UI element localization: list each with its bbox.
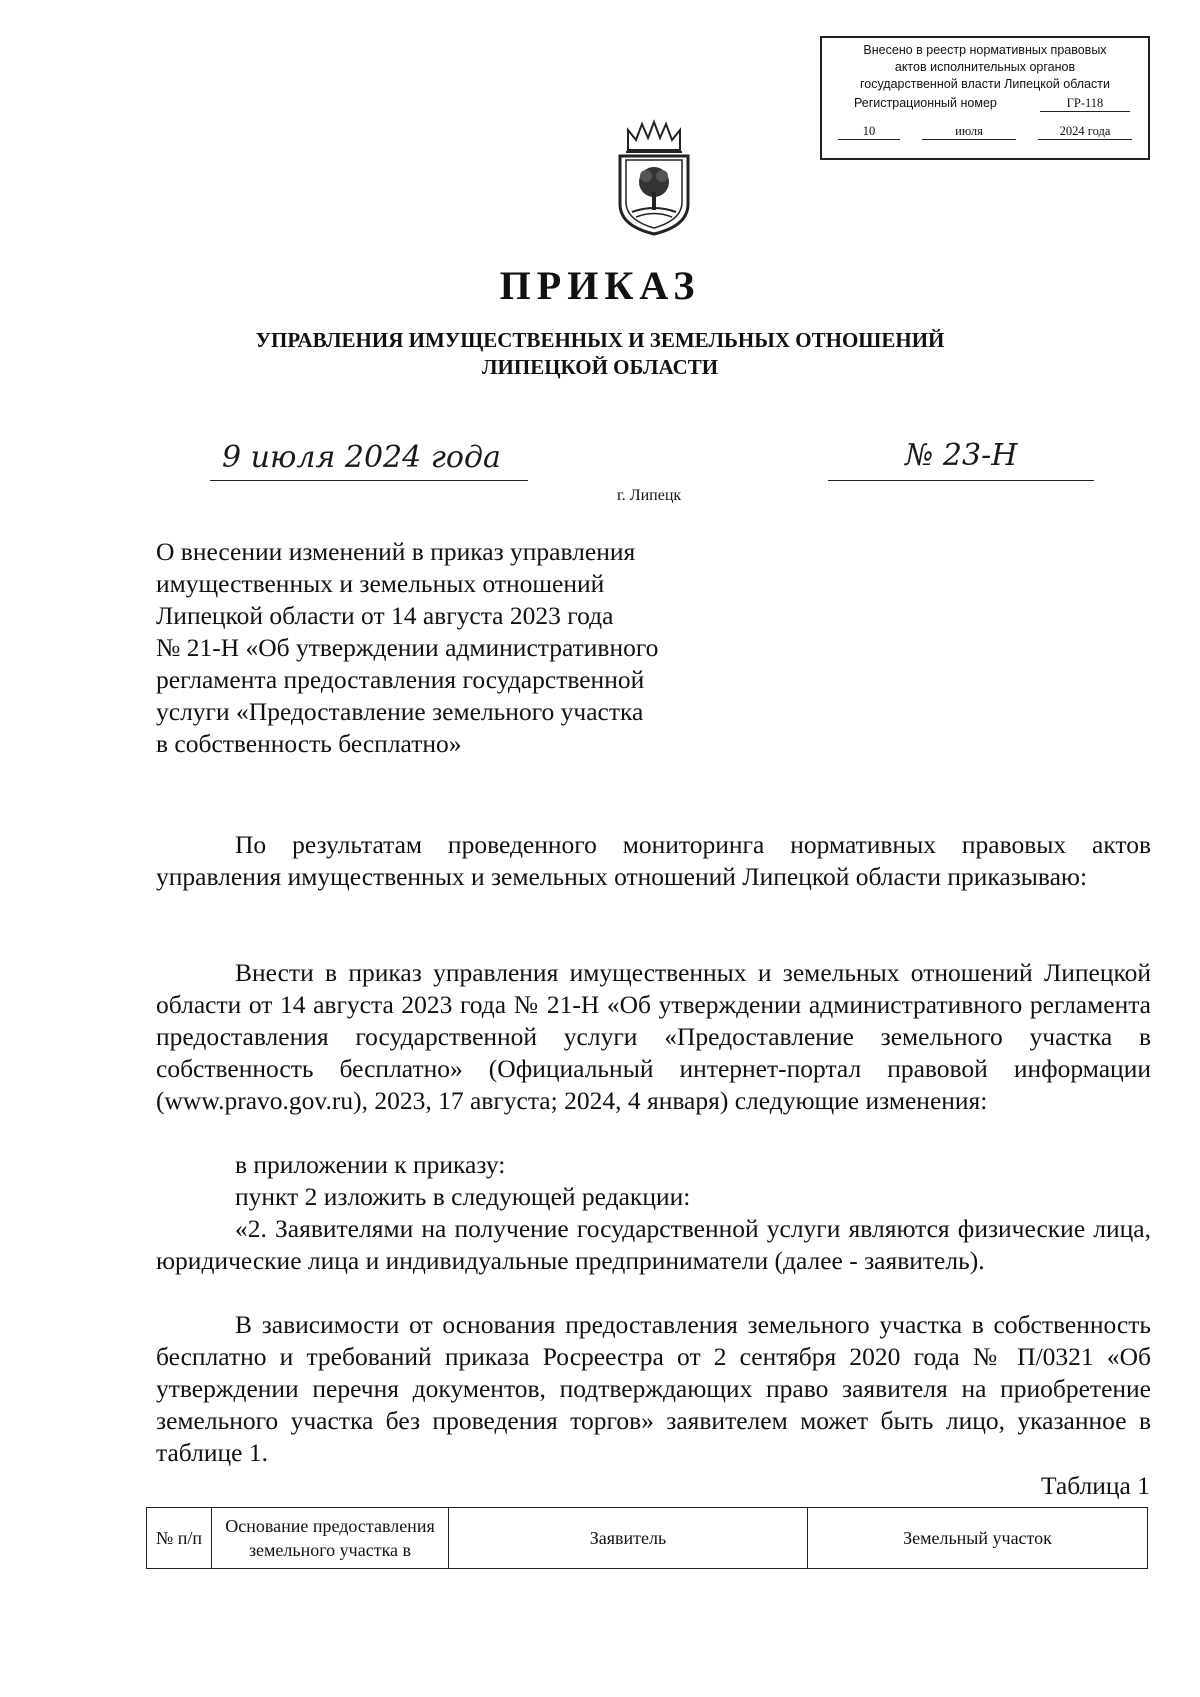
col-basis-header: Основание предоставления земельного участка в bbox=[212, 1508, 449, 1569]
col-applicant-header: Заявитель bbox=[449, 1508, 808, 1569]
stamp-year: 2024 года bbox=[1038, 124, 1132, 140]
coat-of-arms-icon bbox=[610, 118, 698, 236]
table-caption: Таблица 1 bbox=[1040, 1471, 1150, 1500]
table-header-row bbox=[147, 1508, 1148, 1569]
stamp-reg-label: Регистрационный номер bbox=[854, 96, 997, 110]
number-underline bbox=[828, 480, 1094, 481]
document-subtitle-line2: ЛИПЕЦКОЙ ОБЛАСТИ bbox=[481, 355, 719, 379]
stamp-reg-number: ГР-118 bbox=[1040, 96, 1130, 112]
date-underline bbox=[210, 480, 528, 481]
stamp-day: 10 bbox=[838, 124, 900, 140]
applicants-table bbox=[146, 1507, 1148, 1569]
paragraph-preamble: По результатам проведенного мониторинга нормативных правовых актов управления имущественных и земельных отношений Липецкой области приказываю: bbox=[156, 830, 1151, 891]
registry-stamp bbox=[820, 36, 1150, 160]
heading-line: имущественных и земельных отношений bbox=[156, 569, 605, 598]
heading-line: в собственность бесплатно» bbox=[156, 729, 462, 758]
document-title: ПРИКАЗ bbox=[499, 263, 701, 308]
stamp-date-row bbox=[822, 124, 1148, 144]
stamp-line-1: Внесено в реестр нормативных правовых bbox=[863, 43, 1107, 57]
document-subtitle-line1: УПРАВЛЕНИЯ ИМУЩЕСТВЕННЫХ И ЗЕМЕЛЬНЫХ ОТНОШЕНИЙ bbox=[255, 328, 945, 352]
col-land-plot-header: Земельный участок bbox=[808, 1508, 1148, 1569]
stamp-line-2: актов исполнительных органов bbox=[894, 60, 1076, 74]
stamp-line-3: государственной власти Липецкой области bbox=[859, 77, 1111, 91]
col-number-header: № п/п bbox=[147, 1508, 212, 1569]
heading-line: услуги «Предоставление земельного участка bbox=[156, 697, 644, 726]
handwritten-date: 9 июля 2024 года bbox=[222, 440, 501, 475]
heading-line: О внесении изменений в приказ управления bbox=[156, 537, 636, 566]
paragraph-applicants: «2. Заявителями на получение государственной услуги являются физические лица, юридические лица и индивидуальные предприниматели (далее - заявитель). bbox=[156, 1214, 1151, 1275]
paragraph-amendment: Внести в приказ управления имущественных и земельных отношений Липецкой области от 14 августа 2023 года № 21-Н «Об утверждении административного регламента предоставления государственной услуги «Предоставление земельного участка в собственность бесплатно» (Официальный интернет-портал правовой информации (www.pravo.gov.ru), 2023, 17 августа; 2024, 4 января) следующие изменения: bbox=[156, 958, 1151, 1115]
stamp-reg-row bbox=[822, 96, 1148, 116]
heading-line: регламента предоставления государственной bbox=[156, 665, 645, 694]
paragraph-point-2: пункт 2 изложить в следующей редакции: bbox=[235, 1182, 691, 1211]
handwritten-number: № 23-Н bbox=[905, 438, 1018, 473]
heading-line: Липецкой области от 14 августа 2023 года bbox=[156, 601, 614, 630]
order-heading bbox=[156, 536, 756, 760]
city: г. Липецк bbox=[617, 487, 682, 504]
stamp-month: июля bbox=[922, 124, 1016, 140]
paragraph-dependence: В зависимости от основания предоставления земельного участка в собственность бесплатно и требований приказа Росреестра от 2 сентября 2020 года № П/0321 «Об утверждении перечня документов, подтверждающих право заявителя на приобретение земельного участка без проведения торгов» заявителем может быть лицо, указанное в таблице 1. bbox=[156, 1310, 1151, 1467]
paragraph-appendix: в приложении к приказу: bbox=[235, 1150, 506, 1179]
heading-line: № 21-Н «Об утверждении административного bbox=[156, 633, 659, 662]
